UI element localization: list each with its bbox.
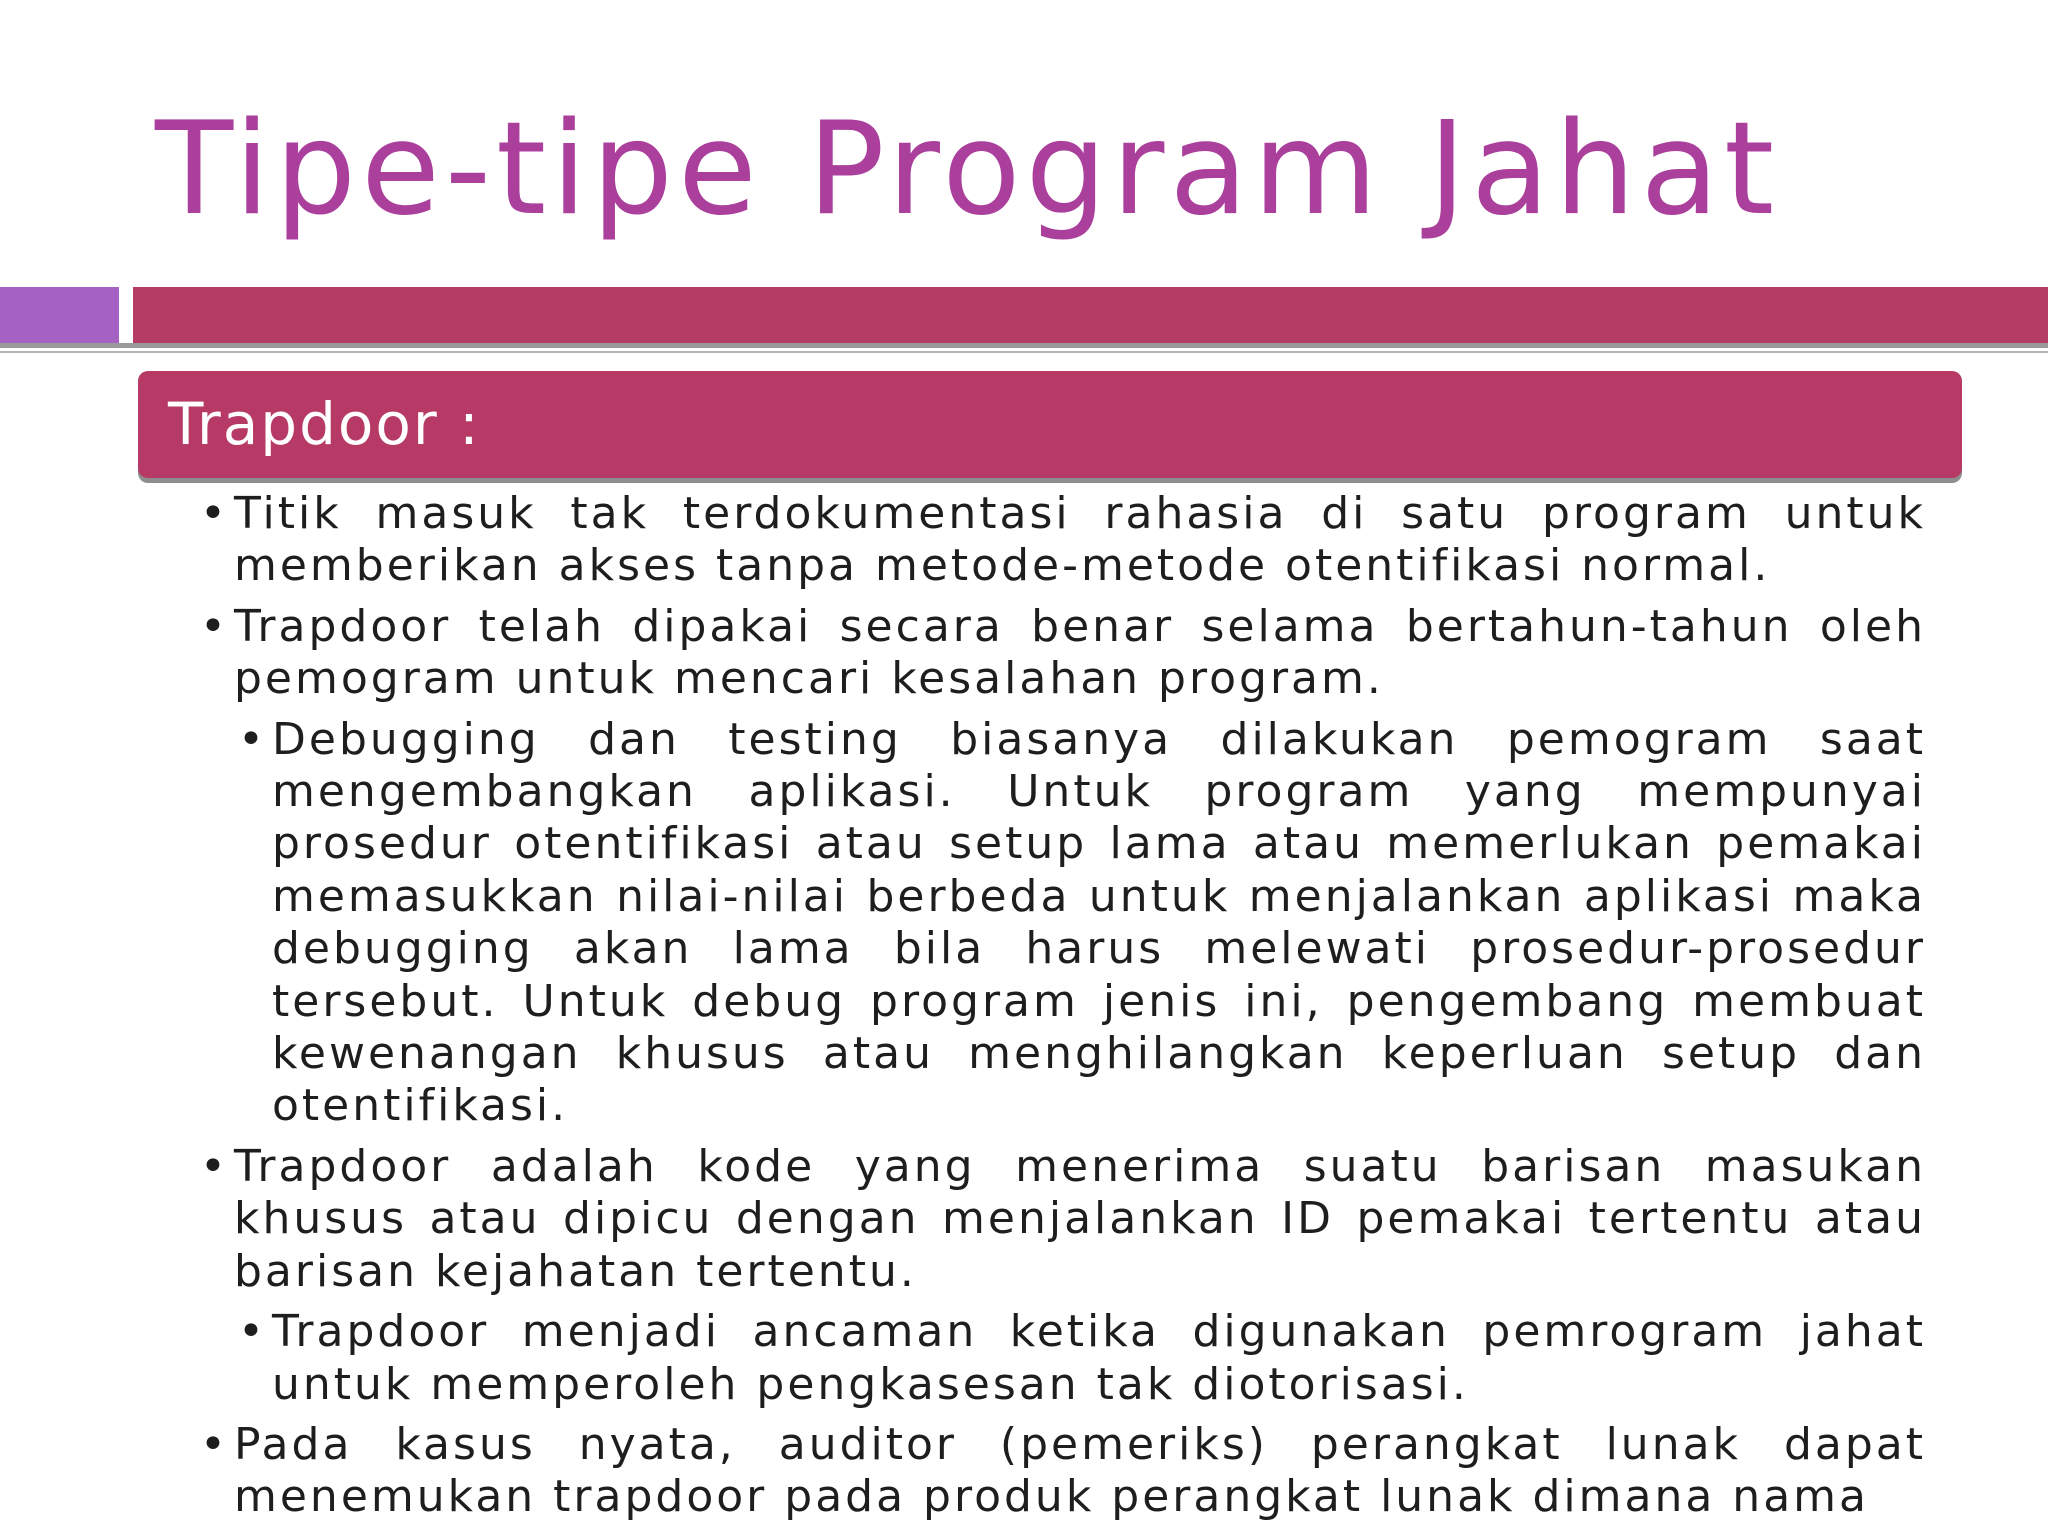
bullet-text: Titik masuk tak terdokumentasi rahasia di satu program untuk memberikan akses tanpa metode-metode otentifikasi normal. bbox=[234, 488, 1926, 592]
bullet-item bbox=[200, 1141, 1926, 1298]
sub-bullet-text: Trapdoor menjadi ancaman ketika digunakan pemrogram jahat untuk memperoleh pengkasesan tak diotorisasi. bbox=[272, 1306, 1926, 1410]
accent-bar-left bbox=[0, 287, 119, 345]
bullet-list bbox=[200, 488, 1926, 1532]
bullet-marker: • bbox=[200, 1140, 229, 1192]
divider-rule-thin bbox=[0, 351, 2048, 353]
bullet-item bbox=[200, 601, 1926, 706]
section-header-label: Trapdoor : bbox=[168, 390, 481, 458]
bullet-text: Pada kasus nyata, auditor (pemeriks) perangkat lunak dapat menemukan trapdoor pada produk perangkat lunak dimana nama bbox=[234, 1418, 1926, 1523]
sub-bullet-text: Debugging dan testing biasanya dilakukan pemogram saat mengembangkan aplikasi. Untuk program yang mempunyai prosedur otentifikasi atau setup lama atau memerlukan pemakai memasukkan nilai-nilai berbeda untuk menjalankan aplikasi maka debugging akan lama bila harus melewati prosedur-prosedur tersebut. Untuk debug program jenis ini, pengembang membuat kewenangan khusus atau menghilangkan keperluan setup dan otentifikasi. bbox=[272, 713, 1926, 1132]
bullet-text: Trapdoor adalah kode yang menerima suatu barisan masukan khusus atau dipicu dengan menjalankan ID pemakai tertentu atau barisan kejahatan tertentu. bbox=[234, 1140, 1926, 1297]
divider-rule bbox=[0, 343, 2048, 348]
bullet-marker: • bbox=[200, 488, 229, 539]
bullet-marker: • bbox=[200, 1418, 229, 1470]
accent-bar-right bbox=[133, 287, 2048, 345]
slide-title: Tipe-tipe Program Jahat bbox=[155, 95, 1780, 244]
sub-bullet-item bbox=[200, 714, 1926, 1133]
bullet-marker: • bbox=[200, 600, 229, 652]
bullet-marker: • bbox=[238, 713, 267, 765]
bullet-item bbox=[200, 1419, 1926, 1524]
bullet-item bbox=[200, 488, 1926, 593]
section-header-box bbox=[138, 371, 1962, 478]
sub-bullet-item bbox=[200, 1306, 1926, 1411]
bullet-text: Trapdoor telah dipakai secara benar selama bertahun-tahun oleh pemogram untuk mencari kesalahan program. bbox=[234, 600, 1926, 705]
bullet-marker: • bbox=[238, 1306, 267, 1358]
